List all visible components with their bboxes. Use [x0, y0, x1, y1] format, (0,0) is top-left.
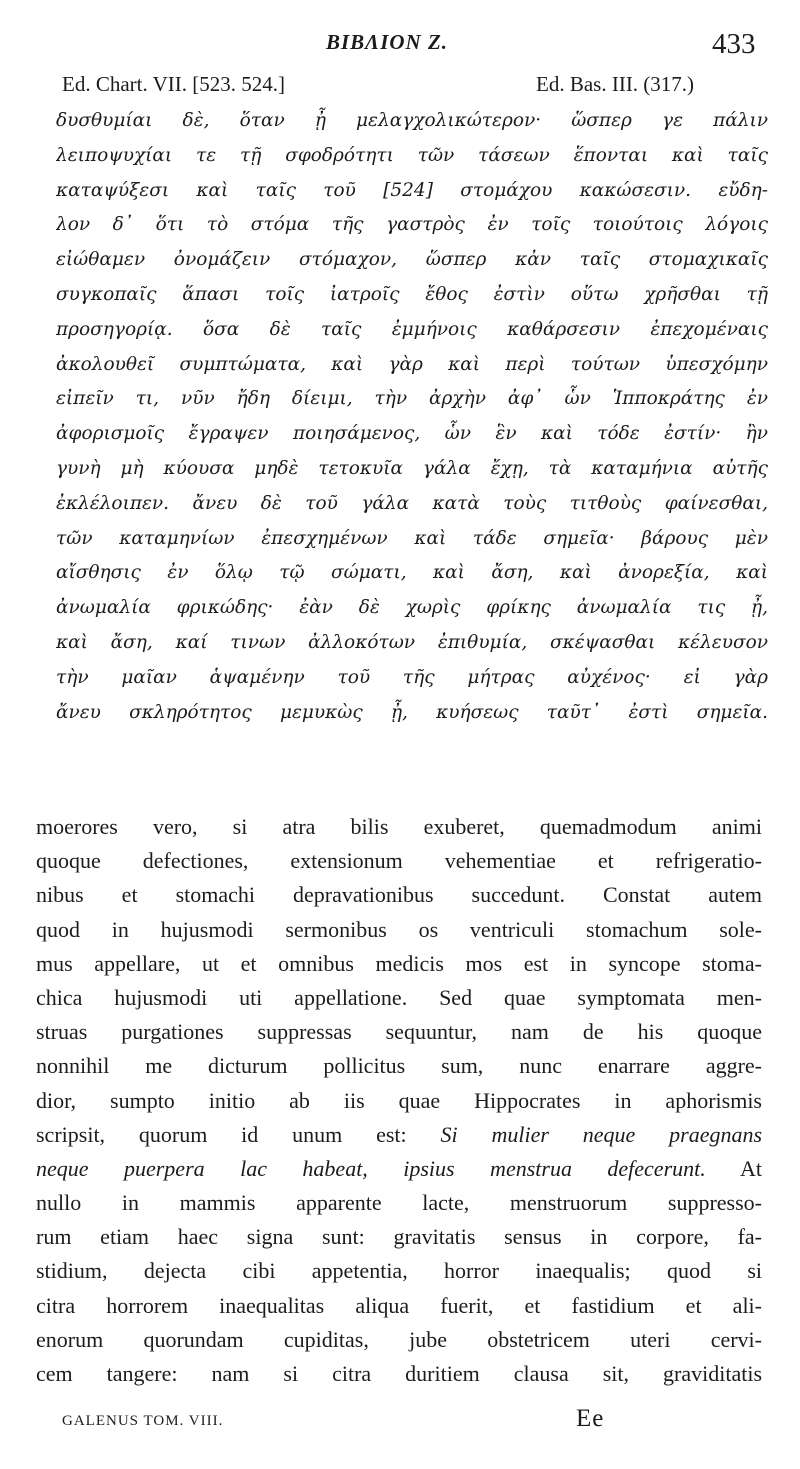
greek-line: λον δ᾽ ὅτι τὸ στόμα τῆς γαστρὸς ἐν τοῖς τοιούτοις λόγοις	[56, 214, 768, 236]
latin-line: dior, sumpto initio ab iis quae Hippocrates in aphorismis	[36, 1087, 762, 1113]
aphorism-quote-start: Si mulier neque praegnans	[440, 1121, 762, 1147]
latin-line: struas purgationes suppressas sequuntur, nam de his quoque	[36, 1019, 762, 1045]
greek-line: καταψύξεσι καὶ ταῖς τοῦ [524] στομάχου κακώσεσιν. εὔδη-	[56, 179, 768, 201]
greek-line: αἴσθησις ἐν ὅλῳ τῷ σώματι, καὶ ἄση, καὶ ἀνορεξία, καὶ	[56, 562, 768, 584]
greek-line: τῶν καταμηνίων ἐπεσχημένων καὶ τάδε σημεῖα· βάρους μὲν	[56, 527, 768, 549]
greek-text	[56, 104, 768, 730]
edition-references	[0, 72, 800, 100]
latin-line: quod in hujusmodi sermonibus os ventriculi stomachum sole-	[36, 916, 762, 942]
greek-line: τὴν μαῖαν ἁψαμένην τοῦ τῆς μήτρας αὐχένος· εἰ γὰρ	[56, 666, 768, 688]
page-footer	[0, 1405, 800, 1445]
latin-line: chica hujusmodi uti appellatione. Sed quae symptomata men-	[36, 984, 762, 1010]
greek-line: ἐκλέλοιπεν. ἄνευ δὲ τοῦ γάλα κατὰ τοὺς τιτθοὺς φαίνεσθαι,	[56, 492, 768, 514]
greek-line: εἰώθαμεν ὀνομάζειν στόμαχον, ὥσπερ κἀν ταῖς στομαχικαῖς	[56, 249, 768, 271]
latin-line: citra horrorem inaequalitas aliqua fuerit, et fastidium et ali-	[36, 1292, 762, 1318]
latin-line: quoque defectiones, extensionum vehementiae et refrigeratio-	[36, 848, 762, 874]
greek-line: προσηγορίᾳ. ὅσα δὲ ταῖς ἐμμήνοις καθάρσεσιν ἐπεχομέναις	[56, 318, 768, 340]
latin-line: enorum quorundam cupiditas, jube obstetricem uteri cervi-	[36, 1326, 762, 1352]
greek-line: ἀφορισμοῖς ἔγραψεν ποιησάμενος, ὧν ἓν καὶ τόδε ἐστίν· ἢν	[56, 423, 768, 445]
edition-basel: Ed. Bas. III. (317.)	[536, 72, 695, 96]
greek-line: ἀνωμαλία φρικώδης· ἐὰν δὲ χωρὶς φρίκης ἀνωμαλία τις ᾖ,	[56, 597, 768, 619]
page-number: 433	[712, 28, 756, 60]
latin-line: cem tangere: nam si citra duritiem clausa sit, graviditatis	[36, 1361, 762, 1386]
latin-line: rum etiam haec signa sunt: gravitatis sensus in corpore, fa-	[36, 1224, 762, 1250]
greek-line: ἀκολουθεῖ συμπτώματα, καὶ γὰρ καὶ περὶ τούτων ὑπεσχόμην	[56, 353, 768, 375]
latin-line: moerores vero, si atra bilis exuberet, quemadmodum animi	[36, 814, 762, 839]
aphorism-quote-end: neque puerpera lac habeat, ipsius menstrua defecerunt.	[36, 1155, 706, 1181]
greek-line: λειποψυχίαι τε τῇ σφοδρότητι τῶν τάσεων ἕπονται καὶ ταῖς	[56, 144, 768, 166]
greek-line: συγκοπαῖς ἅπασι τοῖς ἰατροῖς ἔθος ἐστὶν οὕτω χρῆσθαι τῇ	[56, 283, 768, 305]
latin-line-with-quote	[36, 1118, 762, 1152]
greek-line: εἰπεῖν τι, νῦν ἤδη δίειμι, τὴν ἀρχὴν ἀφ᾽ ὧν Ἱπποκράτης ἐν	[56, 388, 768, 410]
footer-signature-mark: Ee	[576, 1405, 605, 1432]
book-title: ΒΙΒΛΙΟΝ Ζ.	[326, 30, 449, 54]
latin-line: stidium, dejecta cibi appetentia, horror inaequalis; quod si	[36, 1258, 762, 1284]
greek-line: καὶ ἄση, καί τινων ἀλλοκότων ἐπιθυμία, σκέψασθαι κέλευσον	[56, 631, 768, 653]
running-head	[0, 28, 800, 64]
latin-line-text: At	[740, 1155, 762, 1181]
latin-text	[36, 810, 762, 1391]
edition-chartier: Ed. Chart. VII. [523. 524.]	[62, 72, 285, 96]
greek-line: δυσθυμίαι δὲ, ὅταν ᾖ μελαγχολικώτερον· ὥσπερ γε πάλιν	[56, 110, 768, 131]
latin-line: nullo in mammis apparente lacte, menstruorum suppresso-	[36, 1190, 762, 1216]
latin-line: nonnihil me dicturum pollicitus sum, nunc enarrare aggre-	[36, 1053, 762, 1079]
greek-line: ἄνευ σκληρότητος μεμυκὼς ᾖ, κυήσεως ταῦτ᾽ ἐστὶ σημεῖα.	[56, 701, 768, 723]
latin-line: nibus et stomachi depravationibus succedunt. Constat autem	[36, 882, 762, 908]
latin-line: mus appellare, ut et omnibus medicis mos est in syncope stoma-	[36, 950, 762, 976]
latin-line-text: scripsit, quorum id unum est:	[36, 1121, 407, 1147]
footer-signature-text: GALENUS TOM. VIII.	[62, 1413, 224, 1429]
latin-line-with-quote	[36, 1152, 762, 1186]
greek-line: γυνὴ μὴ κύουσα μηδὲ τετοκυῖα γάλα ἔχῃ, τὰ καταμήνια αὐτῆς	[56, 457, 768, 479]
